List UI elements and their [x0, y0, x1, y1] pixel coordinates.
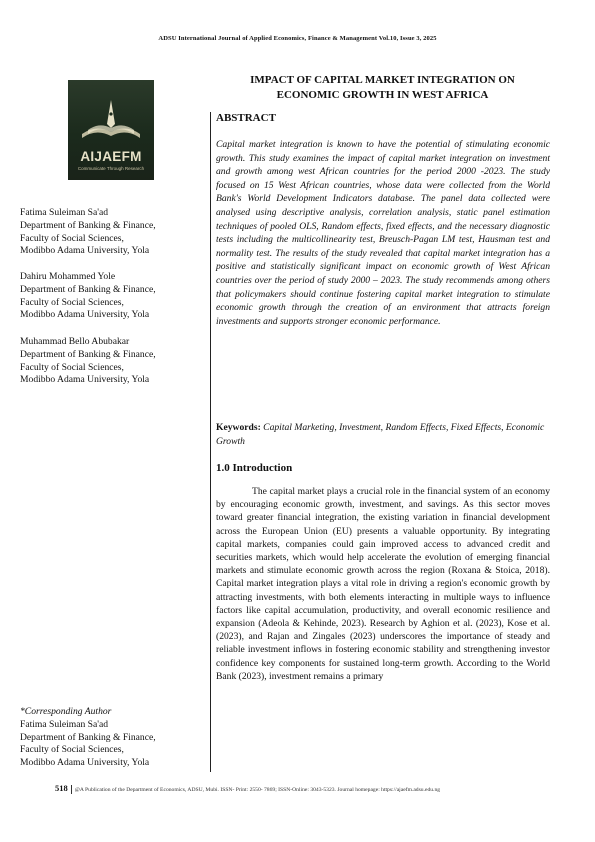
abstract-heading: ABSTRACT — [216, 112, 276, 124]
author-block-3 — [20, 336, 205, 387]
introduction-body: The capital market plays a crucial role in the financial system of an economy by encouraging economic growth, investment, and savings. As this sector moves toward greater financial integration, the existing variation in financial development across the European Union (EU) presents a valuable opportunity. By integrating capital markets, companies could gain improved access to advanced credit and securities markets, which would help accelerate the evolution of emerging financial markets and stimulate economic growth across the region (Roxana & Stoica, 2018). Capital market integration plays a vital role in driving a region's economic growth by attracting investments, with both elements interacting in multiple ways to influence factors like capital accumulation, productivity, and overall economic resilience and expansion (Adeola & Kehinde, 2023). Research by Aghion et al. (2023), Kose et al. (2023), and Rajan and Zingales (2023) underscores the importance of steady and reliable investment inflows in fostering economic stability and strengthening investor confidence key components for sustained long-term growth. According to the World Bank (2023), investment remains a primary — [216, 486, 550, 682]
open-book-pen-icon — [68, 94, 154, 144]
author-faculty: Faculty of Social Sciences, — [20, 361, 124, 373]
corresponding-author-name: Fatima Suleiman Sa'ad — [20, 718, 109, 730]
author-department: Department of Banking & Finance, — [20, 348, 156, 360]
paper-title-line-1: IMPACT OF CAPITAL MARKET INTEGRATION ON — [250, 74, 515, 86]
author-name: Fatima Suleiman Sa'ad — [20, 207, 109, 218]
author-name: Dahiru Mohammed Yole — [20, 271, 116, 282]
corresponding-author-department: Department of Banking & Finance, — [20, 731, 156, 743]
introduction-heading: 1.0 Introduction — [216, 462, 293, 474]
page-footer — [55, 783, 555, 794]
author-university: Modibbo Adama University, Yola — [20, 245, 150, 257]
journal-header: ADSU International Journal of Applied Economics, Finance & Management Vol.10, Issue 3, 2025 — [158, 35, 437, 42]
keywords-text: Capital Marketing, Investment, Random Effects, Fixed Effects, Economic Growth — [216, 422, 545, 447]
author-faculty: Faculty of Social Sciences, — [20, 296, 124, 308]
logo-tagline: Communicate Through Research — [77, 166, 145, 171]
footer-divider — [71, 785, 72, 794]
keywords-label: Keywords: — [216, 422, 261, 433]
author-university: Modibbo Adama University, Yola — [20, 374, 150, 386]
author-faculty: Faculty of Social Sciences, — [20, 232, 124, 244]
footer-text: @A Publication of the Department of Economics, ADSU, Mubi. ISSN- Print: 2550- 7869; ISSN-Online: 3043-5323. Journal homepage: https://ajaefm.adsu.edu.ng — [74, 787, 441, 793]
author-name: Muhammad Bello Abubakar — [20, 336, 130, 347]
corresponding-author-university: Modibbo Adama University, Yola — [20, 757, 150, 769]
author-block-1 — [20, 207, 205, 258]
corresponding-author-block — [20, 706, 205, 770]
paper-title-line-2: ECONOMIC GROWTH IN WEST AFRICA — [276, 89, 489, 101]
author-department: Department of Banking & Finance, — [20, 283, 156, 295]
corresponding-author-label: *Corresponding Author — [20, 706, 112, 717]
paper-title — [215, 73, 550, 103]
author-block-2 — [20, 271, 205, 322]
page-number: 518 — [55, 783, 68, 793]
author-department: Department of Banking & Finance, — [20, 219, 156, 231]
keywords — [216, 421, 550, 448]
journal-logo — [68, 80, 154, 180]
author-university: Modibbo Adama University, Yola — [20, 309, 150, 321]
abstract-body: Capital market integration is known to have the potential of stimulating economic growth. This study examines the impact of capital market integration on investment and growth among west African countries for the period 2000 -2023. The study focused on 15 West African countries, whose data were collected from the World Bank's World Development Indicators database. The panel data collected were analysed using descriptive analysis, correlation analysis, static panel estimation techniques of pooled OLS, Random effects, fixed effects, and the necessary diagnostic tests including the multicollinearity test, Breusch-Pagan LM test, Hausman test and normality test. The results of the study revealed that capital market integration has a positive and statistically significant impact on economic growth of West African countries over the period of study 2000 – 2023. The study recommends among others that policymakers should continue fostering capital market integration to stimulate economic growth through the creation of an environment that attracts foreign investments and supports stronger economic performance. — [216, 139, 550, 327]
logo-brand: AIJAEFM — [80, 149, 142, 164]
column-divider — [210, 112, 211, 772]
corresponding-author-faculty: Faculty of Social Sciences, — [20, 744, 124, 756]
